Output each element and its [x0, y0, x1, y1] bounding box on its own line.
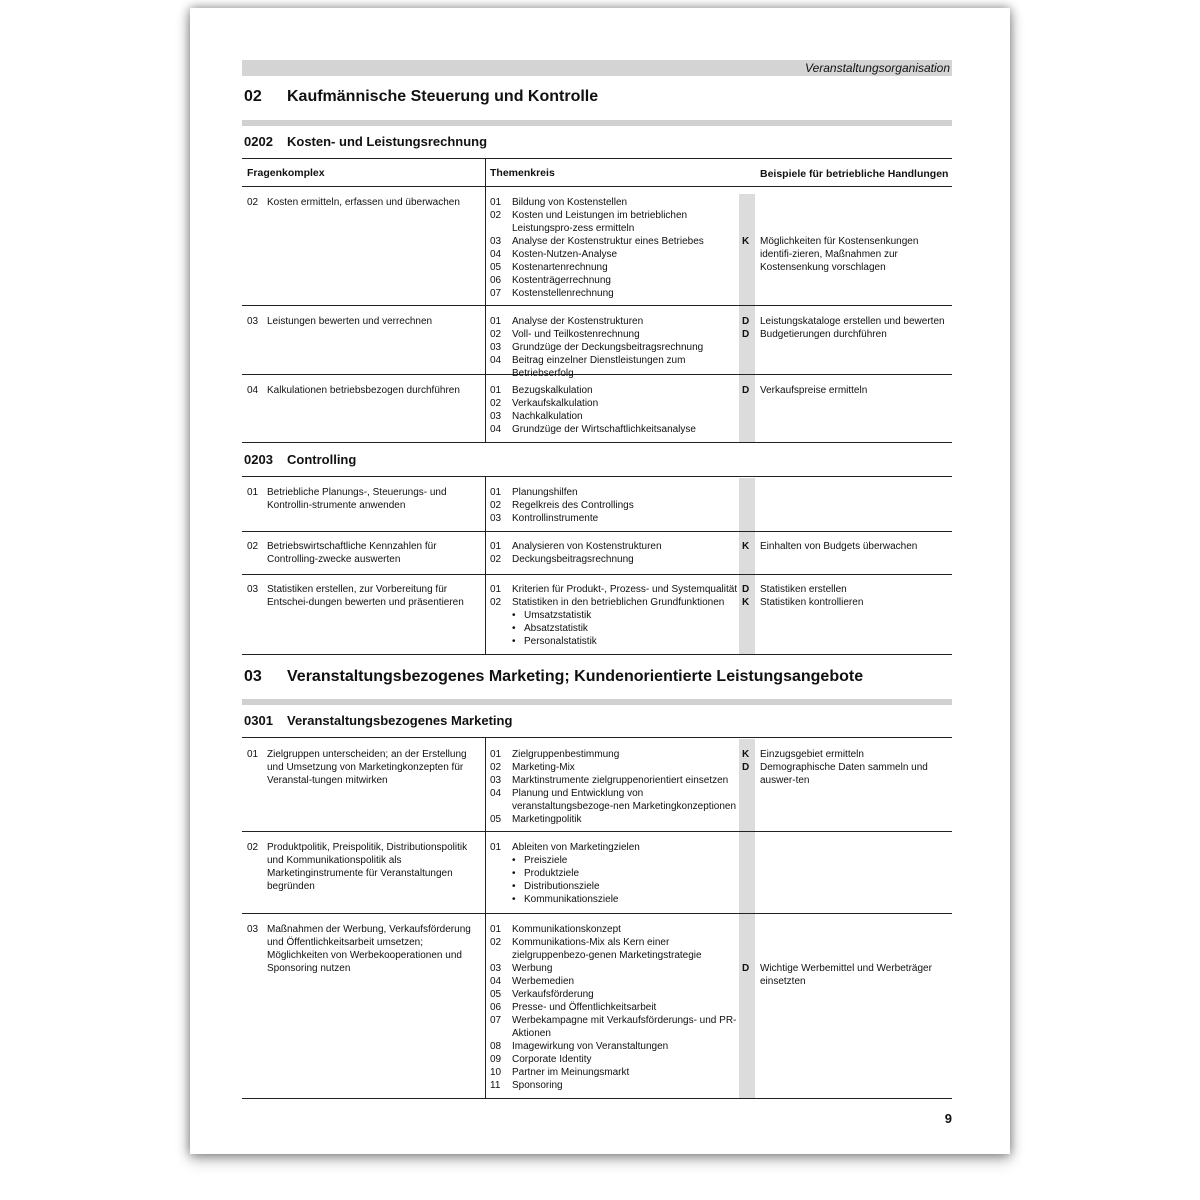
list-item: 02 Verkaufskalkulation [490, 398, 599, 409]
beispiele-cell [742, 583, 952, 609]
list-item: 06 Presse- und Öffentlichkeitsarbeit [490, 1002, 657, 1013]
column-divider [485, 158, 486, 442]
table-rule [242, 186, 952, 187]
fragenkomplex-cell: 01 Betriebliche Planungs-, Steuerungs- und Kontrollin-strumente anwenden [247, 487, 447, 511]
list-item: 02 Marketing-Mix [490, 762, 575, 773]
list-item: 04 Planung und Entwicklung von veranstaltungsbezoge-nen Marketingkonzeptionen [490, 788, 737, 812]
list-item: 03 Nachkalkulation [490, 411, 583, 422]
list-item: 02 Kosten und Leistungen im betrieblichen Leistungspro-zess ermitteln [490, 210, 688, 234]
list-item: 07 Werbekampagne mit Verkaufsförderungs- und PR-Aktionen [490, 1015, 737, 1039]
example-item: D Leistungskataloge erstellen und bewerten [742, 316, 945, 327]
header-fragenkomplex: Fragenkomplex [247, 167, 325, 179]
list-item: 07 Kostenstellenrechnung [490, 288, 614, 299]
example-item: K Einzugsgebiet ermitteln [742, 749, 864, 760]
example-item: D Verkaufspreise ermitteln [742, 385, 868, 396]
list-item: 05 Marketingpolitik [490, 814, 582, 825]
list-item: 11 Sponsoring [490, 1080, 563, 1091]
list-item: 09 Corporate Identity [490, 1054, 592, 1065]
themenkreis-cell [490, 540, 740, 566]
subsection-number: 0202 [244, 134, 273, 149]
list-item: 04 Beitrag einzelner Dienstleistungen zum Betriebserfolg [490, 355, 686, 379]
running-header: Veranstaltungsorganisation [242, 60, 952, 76]
list-item: 01 Analyse der Kostenstrukturen [490, 316, 644, 327]
list-item: 03 Werbung [490, 963, 553, 974]
list-item: 03 Grundzüge der Deckungsbeitragsrechnung [490, 342, 704, 353]
section-number: 02 [244, 88, 262, 105]
table-rule [242, 531, 952, 532]
fragenkomplex-cell: 02 Produktpolitik, Preispolitik, Distributionspolitik und Kommunikationspolitik als Marketinginstrumente für Veranstaltungen begründen [247, 842, 468, 892]
example-item: K Statistiken kontrollieren [742, 597, 864, 608]
themenkreis-cell [490, 923, 740, 1092]
beispiele-cell [742, 962, 952, 988]
table-rule [242, 305, 952, 306]
list-item: 05 Verkaufsförderung [490, 989, 594, 1000]
subsection-number: 0301 [244, 713, 273, 728]
list-item: 02 Kommunikations-Mix als Kern einer zielgruppenbezo-genen Marketingstrategie [490, 937, 702, 961]
table-rule [242, 737, 952, 738]
fragenkomplex-cell: 03 Leistungen bewerten und verrechnen [247, 316, 433, 327]
themenkreis-cell [490, 583, 740, 648]
table-rule [242, 476, 952, 477]
themenkreis-cell [490, 748, 740, 826]
list-item: 03 Analyse der Kostenstruktur eines Betriebes [490, 236, 704, 247]
bullet-item: • Preisziele [490, 854, 740, 867]
subsection-title: Controlling [287, 452, 357, 467]
header-themenkreis: Themenkreis [490, 167, 555, 179]
example-item: D Demographische Daten sammeln und auswer-ten [742, 762, 928, 786]
header-beispiele: Beispiele für betriebliche Handlungen [760, 168, 949, 180]
beispiele-cell [742, 235, 952, 274]
themenkreis-cell [490, 315, 740, 380]
section-number: 03 [244, 668, 262, 685]
fragenkomplex-cell: 03 Statistiken erstellen, zur Vorbereitung für Entschei-dungen bewerten und präsentieren [247, 584, 464, 608]
table-rule [242, 654, 952, 655]
example-item: D Wichtige Werbemittel und Werbeträger einsetzten [742, 963, 932, 987]
bullet-item: • Produktziele [490, 867, 740, 880]
list-item: 01 Bezugskalkulation [490, 385, 593, 396]
themenkreis-cell [490, 486, 740, 525]
fragenkomplex-cell: 03 Maßnahmen der Werbung, Verkaufsförderung und Öffentlichkeitsarbeit umsetzen; Möglichkeiten von Werbekooperationen und Sponsoring nutzen [247, 924, 471, 974]
list-item: 01 Kriterien für Produkt-, Prozess- und Systemqualität [490, 584, 738, 595]
kd-column-band [739, 739, 755, 1099]
example-item: K Möglichkeiten für Kostensenkungen identifi-zieren, Maßnahmen zur Kostensenkung vorschlagen [742, 236, 919, 273]
beispiele-cell [742, 748, 952, 787]
column-divider [485, 476, 486, 654]
page-number: 9 [944, 1111, 952, 1126]
table-rule [242, 158, 952, 159]
section-rule [242, 699, 952, 705]
list-item: 01 Kommunikationskonzept [490, 924, 621, 935]
themenkreis-cell [490, 196, 740, 300]
list-item: 01 Analysieren von Kostenstrukturen [490, 541, 662, 552]
list-item: 03 Marktinstrumente zielgruppenorientiert einsetzen [490, 775, 729, 786]
section-title: Veranstaltungsbezogenes Marketing; Kundenorientierte Leistungsangebote [287, 668, 864, 685]
table-rule [242, 1098, 952, 1099]
bullet-item: • Distributionsziele [490, 880, 740, 893]
bullet-item: • Kommunikationsziele [490, 893, 740, 906]
list-item: 05 Kostenartenrechnung [490, 262, 608, 273]
list-item: 08 Imagewirkung von Veranstaltungen [490, 1041, 669, 1052]
bullet-item: • Personalstatistik [490, 635, 740, 648]
section-rule [242, 120, 952, 126]
fragenkomplex-cell: 01 Zielgruppen unterscheiden; an der Erstellung und Umsetzung von Marketingkonzepten für Veranstal-tungen mitwirken [247, 749, 467, 786]
kd-column-band [739, 478, 755, 654]
list-item: 03 Kontrollinstrumente [490, 513, 599, 524]
fragenkomplex-cell: 04 Kalkulationen betriebsbezogen durchführen [247, 385, 460, 396]
list-item: 01 Planungshilfen [490, 487, 578, 498]
example-item: K Einhalten von Budgets überwachen [742, 541, 918, 552]
column-divider [485, 737, 486, 1098]
list-item: 02 Statistiken in den betrieblichen Grundfunktionen [490, 597, 725, 608]
list-item: 06 Kostenträgerrechnung [490, 275, 611, 286]
beispiele-cell [742, 540, 952, 553]
bullet-item: • Absatzstatistik [490, 622, 740, 635]
list-item: 02 Regelkreis des Controllings [490, 500, 634, 511]
fragenkomplex-cell: 02 Betriebswirtschaftliche Kennzahlen für Controlling-zwecke auswerten [247, 541, 437, 565]
list-item: 02 Deckungsbeitragsrechnung [490, 554, 634, 565]
table-rule [242, 574, 952, 575]
fragenkomplex-cell: 02 Kosten ermitteln, erfassen und überwachen [247, 197, 460, 208]
example-item: D Budgetierungen durchführen [742, 329, 887, 340]
beispiele-cell [742, 384, 952, 397]
subsection-title: Veranstaltungsbezogenes Marketing [287, 713, 513, 728]
beispiele-cell [742, 315, 952, 341]
list-item: 01 Ableiten von Marketingzielen [490, 842, 640, 853]
list-item: 10 Partner im Meinungsmarkt [490, 1067, 630, 1078]
list-item: 02 Voll- und Teilkostenrechnung [490, 329, 640, 340]
example-item: D Statistiken erstellen [742, 584, 847, 595]
themenkreis-cell [490, 841, 740, 906]
table-rule [242, 913, 952, 914]
themenkreis-cell [490, 384, 740, 436]
subsection-number: 0203 [244, 452, 273, 467]
list-item: 01 Zielgruppenbestimmung [490, 749, 620, 760]
list-item: 04 Grundzüge der Wirtschaftlichkeitsanalyse [490, 424, 696, 435]
bullet-item: • Umsatzstatistik [490, 609, 740, 622]
section-title: Kaufmännische Steuerung und Kontrolle [287, 88, 599, 105]
document-page [190, 8, 1010, 1154]
table-rule [242, 831, 952, 832]
table-rule [242, 442, 952, 443]
list-item: 04 Werbemedien [490, 976, 575, 987]
list-item: 01 Bildung von Kostenstellen [490, 197, 628, 208]
list-item: 04 Kosten-Nutzen-Analyse [490, 249, 618, 260]
subsection-title: Kosten- und Leistungsrechnung [287, 134, 488, 149]
